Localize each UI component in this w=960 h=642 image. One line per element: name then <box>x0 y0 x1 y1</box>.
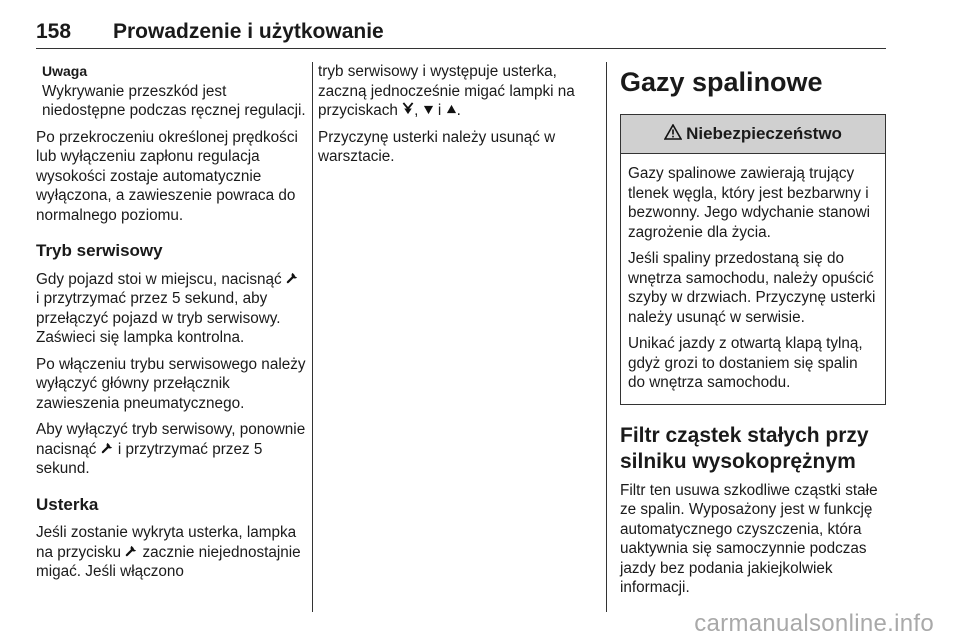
text: Gdy pojazd stoi w miejscu, nacisnąć <box>36 270 282 288</box>
paragraph: Jeśli spaliny przedostaną się do wnętrza samochodu, należy opuścić szyby w drzwiach. Przyczynę usterki należy usunąć w serwisie. <box>628 250 876 326</box>
running-title: Prowadzenie i użytkowanie <box>113 20 384 43</box>
wrench-icon <box>125 543 138 563</box>
wrench-icon <box>286 270 299 290</box>
warning-box <box>620 114 886 405</box>
column-divider <box>312 62 313 612</box>
paragraph <box>36 420 306 479</box>
note-text: Wykrywanie przeszkód jest niedostępne podczas ręcznej regulacji. <box>42 82 306 119</box>
paragraph: Unikać jazdy z otwartą klapą tylną, gdyż grozi to dostaniem się spalin do wnętrza samochodu. <box>628 335 863 391</box>
up-triangle-icon <box>446 101 457 121</box>
text: i przytrzymać przez 5 sekund. <box>36 440 263 477</box>
column-right <box>620 62 892 605</box>
header-rule <box>36 48 886 49</box>
paragraph <box>36 270 306 348</box>
watermark: carmanualsonline.info <box>694 610 934 637</box>
paragraph: Po włączeniu trybu serwisowego należy wyłączyć główny przełącznik zawieszenia pneumatycznego. <box>36 355 306 412</box>
page-header <box>0 0 960 56</box>
note-box <box>36 62 306 121</box>
section-heading-fault: Usterka <box>36 494 99 514</box>
column-middle <box>318 62 598 174</box>
wrench-icon <box>101 440 114 460</box>
separator: i <box>437 102 442 119</box>
text: Aby wyłączyć tryb serwisowy, ponownie nacisnąć <box>36 421 306 458</box>
down-triangle-icon <box>423 101 434 121</box>
period: . <box>456 102 461 119</box>
paragraph: Przyczynę usterki należy usunąć w warsztacie. <box>318 128 556 165</box>
warning-triangle-icon <box>664 124 682 145</box>
section-heading-exhaust: Gazy spalinowe <box>620 67 823 97</box>
section-heading-service-mode: Tryb serwisowy <box>36 241 163 260</box>
page-number: 158 <box>36 20 72 43</box>
text: Jeśli zostanie wykryta usterka, lampka na przycisku <box>36 524 297 561</box>
paragraph: Gazy spalinowe zawierają trujący tlenek węgla, który jest bezbarwny i bezwonny. Jego wdychanie stanowi zagrożenie dla życia. <box>628 165 871 241</box>
column-left <box>36 62 306 589</box>
warning-body <box>621 154 885 404</box>
paragraph: Filtr ten usuwa szkodliwe cząstki stałe ze spalin. Wyposażony jest w funkcję automatycznego czyszczenia, która uaktywnia się samoczynnie podczas jazdy bez podania jakiejkolwiek informacji. <box>620 481 878 596</box>
column-divider <box>606 62 607 612</box>
text: i przytrzymać przez 5 sekund, aby przełączyć pojazd w tryb serwisowy. Zaświeci się lampka kontrolna. <box>36 290 281 346</box>
warning-header <box>621 115 885 154</box>
section-heading-particulate-filter: Filtr cząstek stałych przy silniku wysokoprężnym <box>620 423 869 473</box>
warning-title: Niebezpieczeństwo <box>686 124 842 144</box>
paragraph <box>36 523 306 582</box>
note-title: Uwaga <box>42 63 88 79</box>
separator: , <box>414 102 419 119</box>
paragraph <box>318 62 598 121</box>
suspension-lower-icon <box>402 101 414 121</box>
paragraph: Po przekroczeniu określonej prędkości lub wyłączeniu zapłonu regulacja wysokości zostaje automatycznie wyłączona, a zawieszenie powraca do normalnego poziomu. <box>36 128 298 224</box>
text: zacznie niejednostajnie migać. Jeśli włączono <box>36 543 301 580</box>
text: tryb serwisowy i występuje usterka, zaczną jednocześnie migać lampki na przyciskach <box>318 63 575 119</box>
